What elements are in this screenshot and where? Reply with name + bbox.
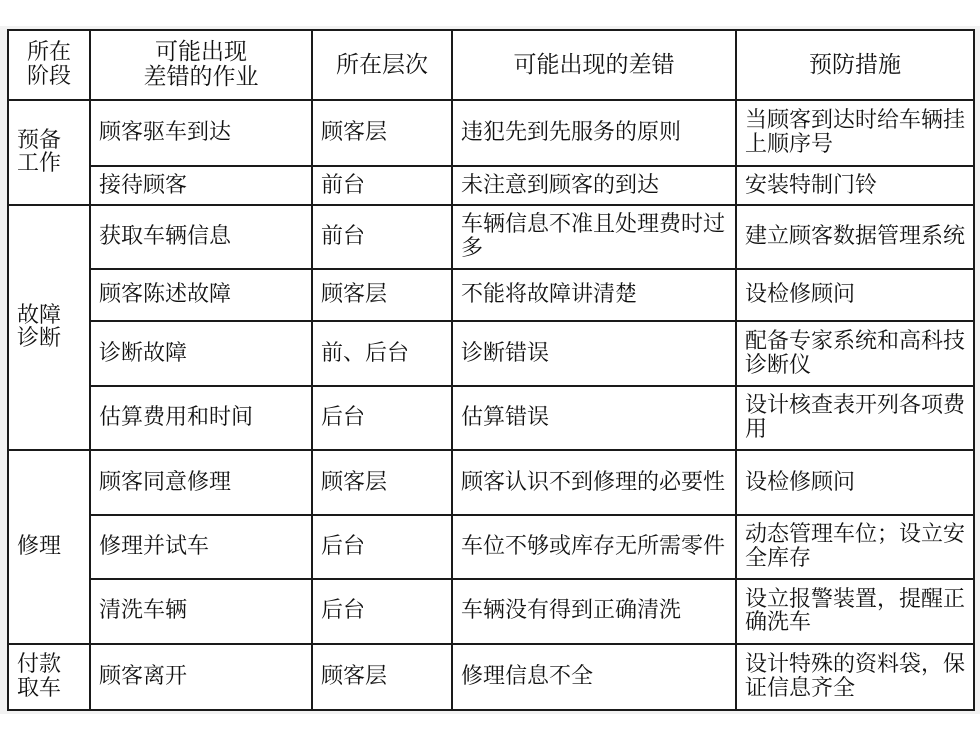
error-cell: 诊断错误 bbox=[452, 321, 736, 385]
layer-cell: 顾客层 bbox=[312, 100, 452, 166]
stage-cell bbox=[8, 450, 90, 643]
task-cell: 清洗车辆 bbox=[90, 579, 312, 643]
table-row bbox=[8, 386, 974, 450]
header-task bbox=[90, 30, 312, 100]
header-stage-line-1: 所在 bbox=[26, 40, 71, 66]
task-cell: 估算费用和时间 bbox=[90, 386, 312, 450]
error-cell: 车辆没有得到正确清洗 bbox=[452, 579, 736, 643]
stage-line: 付款 bbox=[17, 652, 62, 678]
prevention-cell: 设检修顾问 bbox=[736, 269, 974, 321]
task-cell: 获取车辆信息 bbox=[90, 205, 312, 269]
stage-line: 预备 bbox=[17, 127, 62, 153]
prevention-cell: 安装特制门铃 bbox=[736, 166, 974, 204]
layer-cell: 前台 bbox=[312, 166, 452, 204]
prevention-cell: 设计核查表开列各项费用 bbox=[736, 386, 974, 450]
header-stage bbox=[8, 30, 90, 100]
header-stage-line-2: 阶段 bbox=[26, 64, 71, 89]
header-layer: 所在层次 bbox=[312, 30, 452, 100]
document-sheet bbox=[0, 26, 980, 714]
prevention-cell: 动态管理车位；设立安全库存 bbox=[736, 515, 974, 579]
error-cell: 不能将故障讲清楚 bbox=[452, 269, 736, 321]
error-cell: 估算错误 bbox=[452, 386, 736, 450]
error-cell: 车位不够或库存无所需零件 bbox=[452, 515, 736, 579]
error-cell: 车辆信息不准且处理费时过多 bbox=[452, 205, 736, 269]
stage-cell bbox=[8, 644, 90, 710]
task-cell: 顾客离开 bbox=[90, 644, 312, 710]
error-cell: 违犯先到先服务的原则 bbox=[452, 100, 736, 166]
stage-cell bbox=[8, 100, 90, 205]
error-cell: 顾客认识不到修理的必要性 bbox=[452, 450, 736, 514]
task-cell: 修理并试车 bbox=[90, 515, 312, 579]
task-cell: 顾客陈述故障 bbox=[90, 269, 312, 321]
stage-line: 诊断 bbox=[17, 326, 62, 352]
error-cell: 未注意到顾客的到达 bbox=[452, 166, 736, 204]
stage-line: 工作 bbox=[17, 151, 62, 177]
stage-cell bbox=[8, 205, 90, 451]
stage-line: 故障 bbox=[17, 302, 62, 328]
table-row bbox=[8, 269, 974, 321]
task-cell: 接待顾客 bbox=[90, 166, 312, 204]
table-row bbox=[8, 205, 974, 269]
prevention-cell: 设计特殊的资料袋，保证信息齐全 bbox=[736, 644, 974, 710]
table-header-row bbox=[8, 30, 974, 100]
error-cell: 修理信息不全 bbox=[452, 644, 736, 710]
header-task-line-1: 可能出现 bbox=[155, 39, 247, 66]
layer-cell: 后台 bbox=[312, 579, 452, 643]
header-error: 可能出现的差错 bbox=[452, 30, 736, 100]
prevention-cell: 设检修顾问 bbox=[736, 450, 974, 514]
layer-cell: 前台 bbox=[312, 205, 452, 269]
stage-line: 修理 bbox=[17, 534, 62, 560]
table-row bbox=[8, 515, 974, 579]
prevention-cell: 当顾客到达时给车辆挂上顺序号 bbox=[736, 100, 974, 166]
table-row bbox=[8, 450, 974, 514]
prevention-cell: 建立顾客数据管理系统 bbox=[736, 205, 974, 269]
table-row bbox=[8, 579, 974, 643]
service-error-table bbox=[7, 29, 975, 711]
layer-cell: 顾客层 bbox=[312, 450, 452, 514]
task-cell: 顾客驱车到达 bbox=[90, 100, 312, 166]
prevention-cell: 设立报警装置，提醒正确洗车 bbox=[736, 579, 974, 643]
layer-cell: 后台 bbox=[312, 386, 452, 450]
table-row bbox=[8, 100, 974, 166]
table-row bbox=[8, 321, 974, 385]
header-prevention: 预防措施 bbox=[736, 30, 974, 100]
layer-cell: 前、后台 bbox=[312, 321, 452, 385]
task-cell: 诊断故障 bbox=[90, 321, 312, 385]
prevention-cell: 配备专家系统和高科技诊断仪 bbox=[736, 321, 974, 385]
stage-line: 取车 bbox=[17, 675, 62, 701]
layer-cell: 顾客层 bbox=[312, 269, 452, 321]
layer-cell: 顾客层 bbox=[312, 644, 452, 710]
layer-cell: 后台 bbox=[312, 515, 452, 579]
task-cell: 顾客同意修理 bbox=[90, 450, 312, 514]
table-row bbox=[8, 644, 974, 710]
header-task-line-2: 差错的作业 bbox=[143, 64, 259, 90]
table-row bbox=[8, 166, 974, 204]
